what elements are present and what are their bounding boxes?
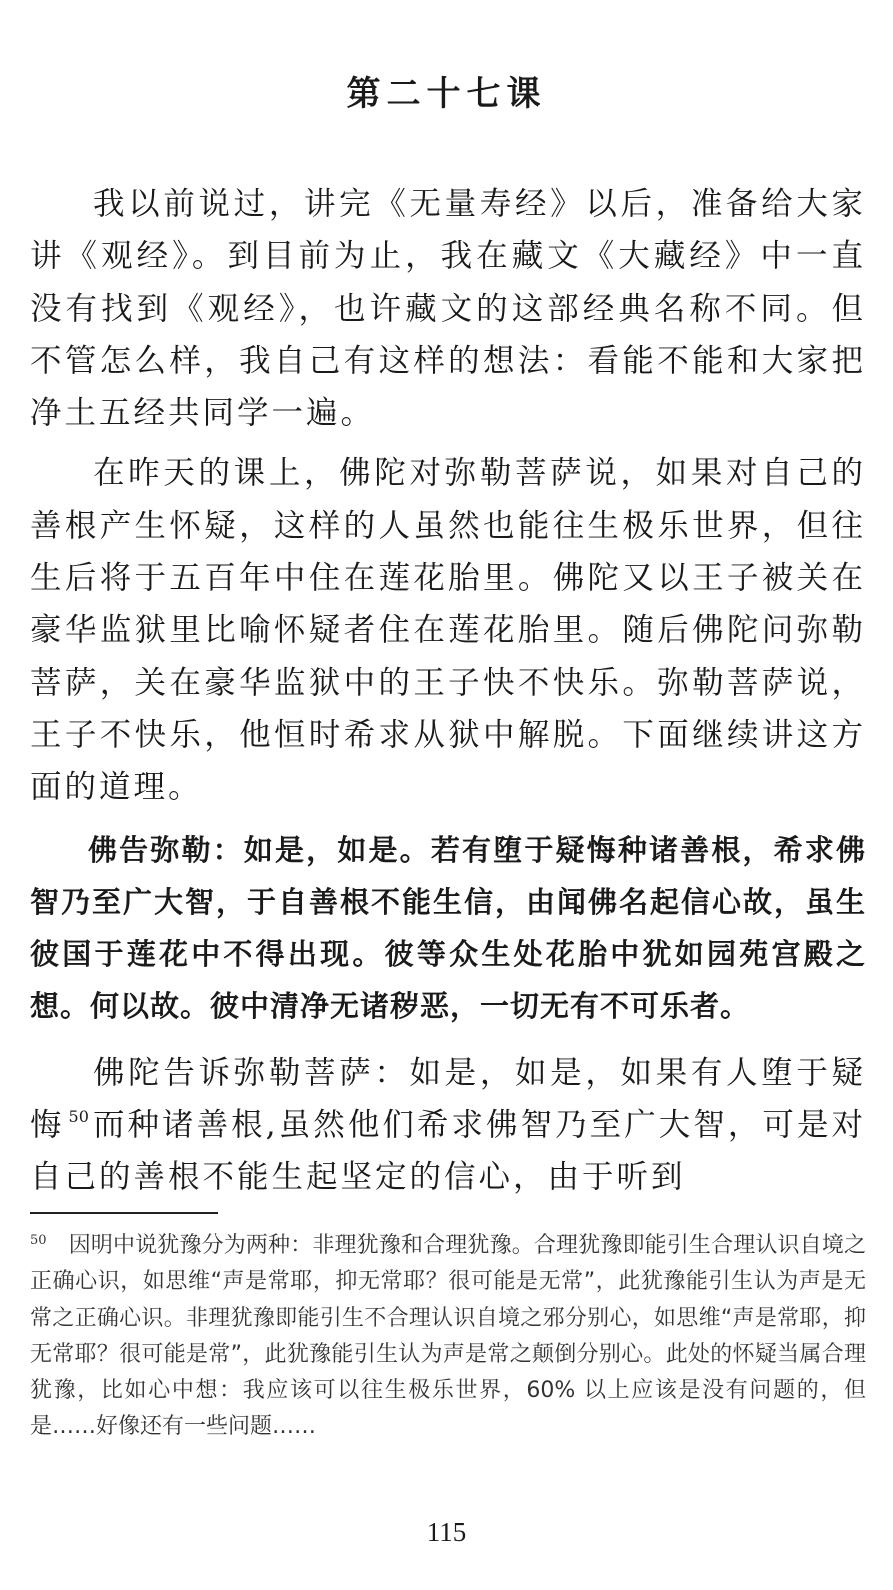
paragraph-commentary [30, 1047, 866, 1204]
page-number: 115 [426, 1517, 467, 1547]
footnote-reference[interactable]: 50 [68, 1107, 89, 1127]
sutra-quote: 佛告弥勒：如是，如是。若有堕于疑悔种诸善根，希求佛智乃至广大智，于自善根不能生信，由闻佛名起信心故，虽生彼国于莲花中不得出现。彼等众生处花胎中犹如园苑宫殿之想。何以故。彼中清净无诸秽恶，一切无有不可乐者。 [30, 832, 866, 1024]
footnote-text: 因明中说犹豫分为两种：非理犹豫和合理犹豫。合理犹豫即能引生合理认识自境之正确心识，如思维“声是常耶，抑无常耶？很可能是无常”，此犹豫能引生认为声是无常之正确心识。非理犹豫即能引生不合理认识自境之邪分别心，如思维“声是常耶，抑无常耶？很可能是常”，此犹豫能引生认为声是常之颠倒分别心。此处的怀疑当属合理犹豫，比如心中想：我应该可以往生极乐世界，60% 以上应该是没有问题的，但是……好像还有一些问题…… [30, 1233, 866, 1440]
paragraph-intro: 我以前说过，讲完《无量寿经》以后，准备给大家讲《观经》。到目前为止，我在藏文《大藏经》中一直没有找到《观经》，也许藏文的这部经典名称不同。但不管怎么样，我自己有这样的想法：看能不能和大家把净土五经共同学一遍。 [30, 186, 866, 432]
lesson-title: 第二十七课 [346, 74, 547, 114]
commentary-text-start: 佛陀告诉弥勒菩萨：如是，如是，如果有人堕于疑悔 [30, 1054, 866, 1144]
footnote-number: 50 [30, 1233, 47, 1248]
commentary-text-end: 而种诸善根,虽然他们希求佛智乃至广大智，可是对自己的善根不能生起坚定的信心，由于听到 [30, 1107, 866, 1196]
main-text [30, 178, 866, 1212]
footnote-divider [30, 1212, 218, 1214]
footnote [30, 1228, 866, 1446]
paragraph-review: 在昨天的课上，佛陀对弥勒菩萨说，如果对自己的善根产生怀疑，这样的人虽然也能往生极乐世界，但往生后将于五百年中住在莲花胎里。佛陀又以王子被关在豪华监狱里比喻怀疑者住在莲花胎里。随后佛陀问弥勒菩萨，关在豪华监狱中的王子快不快乐。弥勒菩萨说，王子不快乐，他恒时希求从狱中解脱。下面继续讲这方面的道理。 [30, 455, 866, 806]
